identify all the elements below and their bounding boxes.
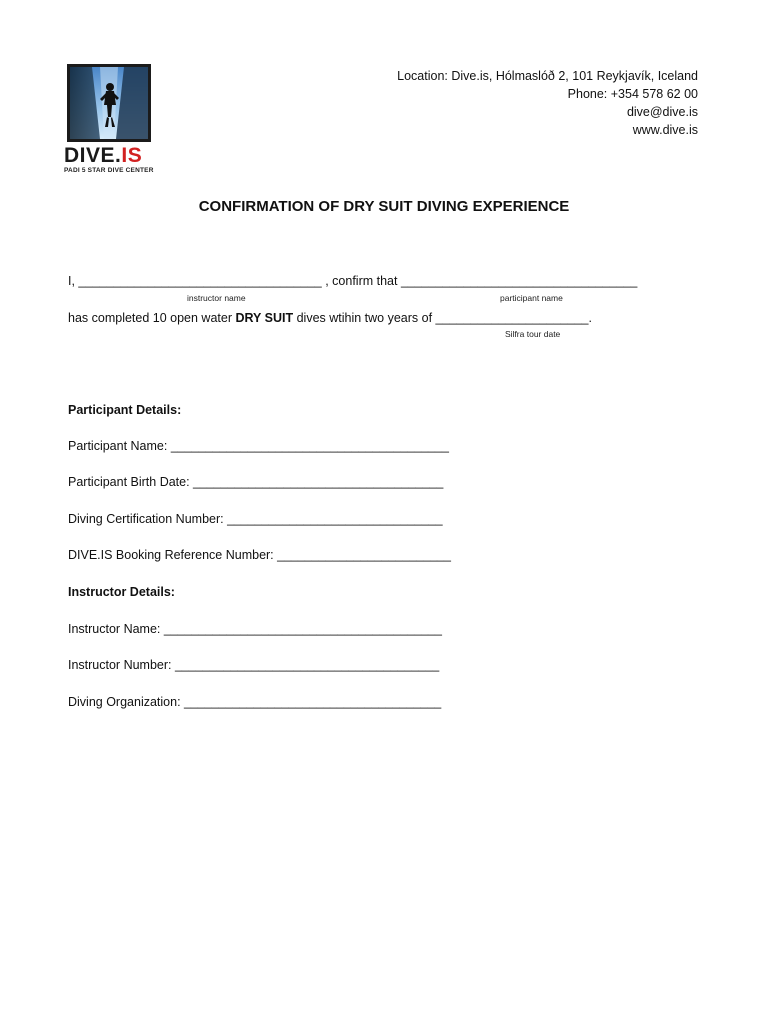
participant-birth-date-field[interactable]: Participant Birth Date: ____________________________________ bbox=[68, 475, 444, 489]
page-title: CONFIRMATION OF DRY SUIT DIVING EXPERIENCE bbox=[198, 198, 570, 215]
tour-date-blank[interactable]: ______________________. bbox=[435, 311, 592, 325]
contact-block bbox=[397, 67, 698, 139]
participant-name-field[interactable]: Participant Name: ________________________________________ bbox=[68, 439, 449, 453]
dry-suit-emphasis: DRY SUIT bbox=[235, 311, 294, 325]
instructor-name-blank[interactable]: ___________________________________ bbox=[78, 274, 322, 288]
instructor-name-field[interactable]: Instructor Name: ________________________________________ bbox=[68, 622, 442, 636]
statement-line-1: I, ___________________________________ , confirm that __________________________________ bbox=[68, 274, 638, 288]
diving-organization-field[interactable]: Diving Organization: _____________________________________ bbox=[68, 695, 442, 709]
instructor-number-field[interactable]: Instructor Number: ______________________________________ bbox=[68, 658, 440, 672]
diver-emblem bbox=[67, 64, 151, 142]
logo-tagline: PADI 5 STAR DIVE CENTER bbox=[64, 167, 154, 174]
logo-wordmark: DIVE.IS bbox=[64, 144, 143, 167]
diver-silhouette-icon bbox=[70, 67, 148, 139]
contact-phone: Phone: +354 578 62 00 bbox=[567, 87, 698, 101]
contact-email[interactable]: dive@dive.is bbox=[626, 105, 698, 119]
dive-is-logo bbox=[64, 64, 160, 174]
contact-location: Location: Dive.is, Hólmaslóð 2, 101 Reykjavík, Iceland bbox=[397, 69, 698, 83]
contact-website[interactable]: www.dive.is bbox=[632, 123, 698, 137]
statement-line-2: has completed 10 open water DRY SUIT dives wtihin two years of ______________________. bbox=[68, 311, 592, 325]
instructor-name-caption: instructor name bbox=[187, 293, 246, 303]
booking-reference-field[interactable]: DIVE.IS Booking Reference Number: _________________________ bbox=[68, 548, 451, 562]
participant-name-blank[interactable]: __________________________________ bbox=[400, 274, 638, 288]
instructor-details-heading: Instructor Details: bbox=[68, 585, 175, 599]
participant-details-heading: Participant Details: bbox=[68, 403, 182, 417]
certification-number-field[interactable]: Diving Certification Number: _______________________________ bbox=[68, 512, 443, 526]
participant-name-caption: participant name bbox=[500, 293, 563, 303]
tour-date-caption: Silfra tour date bbox=[505, 329, 561, 339]
